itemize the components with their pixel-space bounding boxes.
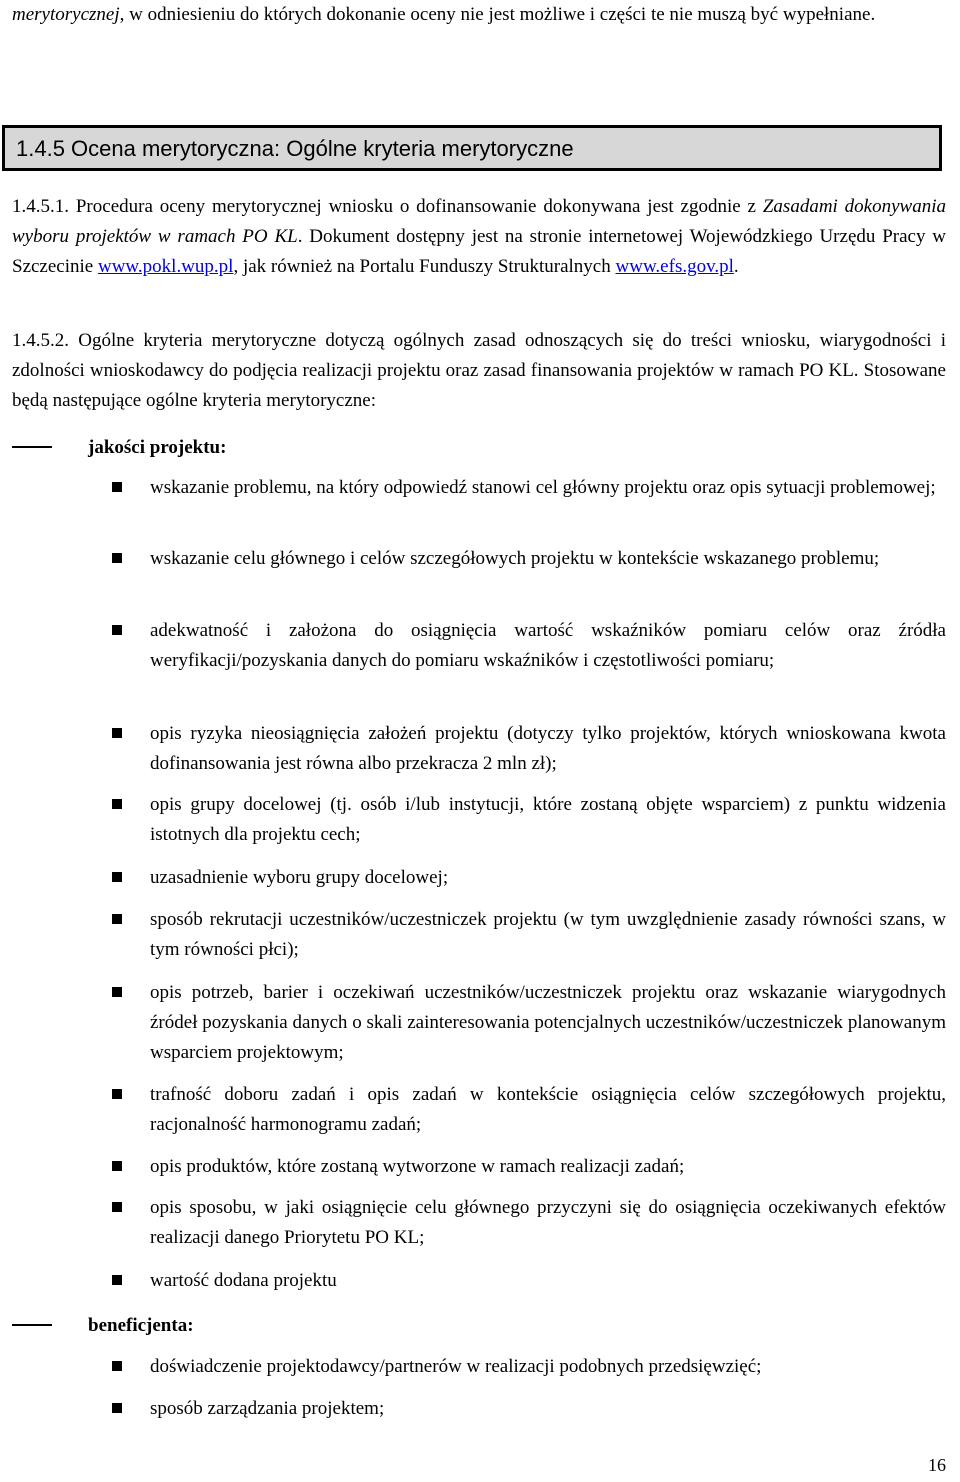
quality-item <box>150 1152 946 1182</box>
quality-item-text: sposób rekrutacji uczestników/uczestniczek projektu (w tym uwzględnienie zasady równości szans, w tym równości płci); <box>150 909 946 960</box>
quality-item-text: opis grupy docelowej (tj. osób i/lub instytucji, które zostaną objęte wsparciem) z punktu widzenia istotnych dla projektu cech; <box>150 794 946 845</box>
square-bullet-icon <box>112 1275 122 1285</box>
quality-item <box>150 978 946 1068</box>
section-quality <box>12 433 226 463</box>
intro-italic: merytorycznej <box>12 4 120 25</box>
quality-item-text: opis potrzeb, barier i oczekiwań uczestników/uczestniczek projektu oraz wskazanie wiarygodnych źródeł pozyskania danych o skali zainteresowania potencjalnych uczestników/uczestniczek planowanym wsparciem projektowym; <box>150 982 946 1063</box>
quality-item-text: wskazanie celu głównego i celów szczegółowych projektu w kontekście wskazanego problemu; <box>150 548 880 569</box>
efs-link[interactable]: www.efs.gov.pl <box>615 256 734 277</box>
quality-item <box>150 1193 946 1253</box>
square-bullet-icon <box>112 872 122 882</box>
intro-text: , w odniesieniu do których dokonanie oceny nie jest możliwe i części te nie muszą być wypełniane. <box>119 4 876 25</box>
quality-item <box>150 1266 946 1296</box>
quality-item-text: opis ryzyka nieosiągnięcia założeń projektu (dotyczy tylko projektów, których wnioskowana kwota dofinansowania jest równa albo przekracza 2 mln zł); <box>150 723 946 774</box>
page-number: 16 <box>928 1455 946 1475</box>
square-bullet-icon <box>112 799 122 809</box>
quality-item-text: wskazanie problemu, na który odpowiedź stanowi cel główny projektu oraz opis sytuacji problemowej; <box>150 477 936 498</box>
paragraph-text: . <box>733 256 739 277</box>
section-heading <box>2 125 942 171</box>
quality-item <box>150 790 946 850</box>
dash-marker <box>12 446 52 448</box>
square-bullet-icon <box>112 1361 122 1371</box>
quality-item <box>150 719 946 779</box>
square-bullet-icon <box>112 1202 122 1212</box>
section-beneficiary <box>12 1311 194 1341</box>
paragraph-text: Ogólne kryteria merytoryczne dotyczą ogólnych zasad odnoszących się do treści wniosku, wiarygodności i zdolności wnioskodawcy do podjęcia realizacji projektu oraz zasad finansowania projektów w ramach PO KL. Stosowane będą następujące ogólne kryteria merytoryczne: <box>12 330 946 411</box>
document-title-italic: Zasadami dokonywania wyboru projektów w ramach PO KL <box>12 196 947 247</box>
square-bullet-icon <box>112 482 122 492</box>
square-bullet-icon <box>112 987 122 997</box>
square-bullet-icon <box>112 914 122 924</box>
quality-item-text: trafność doboru zadań i opis zadań w kontekście osiągnięcia celów szczegółowych projektu, racjonalność harmonogramu zadań; <box>150 1084 946 1135</box>
intro-paragraph <box>12 0 946 30</box>
quality-item-text: adekwatność i założona do osiągnięcia wartość wskaźników pomiaru celów oraz źródła weryfikacji/pozyskania danych do pomiaru wskaźników i częstotliwości pomiaru; <box>150 620 946 671</box>
beneficiary-item-text: sposób zarządzania projektem; <box>150 1398 385 1419</box>
beneficiary-item <box>150 1352 946 1382</box>
quality-item-text: opis sposobu, w jaki osiągnięcie celu głównego przyczyni się do osiągnięcia oczekiwanych efektów realizacji danego Priorytetu PO KL; <box>150 1197 946 1248</box>
quality-item-text: uzasadnienie wyboru grupy docelowej; <box>150 867 449 888</box>
square-bullet-icon <box>112 553 122 563</box>
quality-item <box>150 863 946 893</box>
square-bullet-icon <box>112 1403 122 1413</box>
section-beneficiary-label: beneficjenta: <box>88 1315 194 1336</box>
quality-item <box>150 1080 946 1140</box>
paragraph-1-4-5-2 <box>12 326 946 416</box>
quality-item <box>150 544 946 574</box>
section-quality-label: jakości projektu: <box>88 437 227 458</box>
paragraph-text: . Dokument dostępny jest na stronie internetowej Wojewódzkiego Urzędu Pracy w Szczecinie <box>12 226 946 277</box>
square-bullet-icon <box>112 1161 122 1171</box>
quality-item <box>150 616 946 676</box>
square-bullet-icon <box>112 1089 122 1099</box>
quality-item <box>150 905 946 965</box>
beneficiary-item-text: doświadczenie projektodawcy/partnerów w realizacji podobnych przedsięwzięć; <box>150 1356 762 1377</box>
wup-link[interactable]: www.pokl.wup.pl <box>97 256 234 277</box>
quality-item <box>150 473 946 503</box>
dash-marker <box>12 1324 52 1326</box>
paragraph-number: 1.4.5.2. <box>12 330 69 351</box>
paragraph-number: 1.4.5.1. <box>12 196 69 217</box>
square-bullet-icon <box>112 625 122 635</box>
paragraph-text: , jak również na Portalu Funduszy Strukturalnych <box>233 256 616 277</box>
section-heading-text: 1.4.5 Ocena merytoryczna: Ogólne kryteria merytoryczne <box>16 136 574 161</box>
beneficiary-item <box>150 1394 946 1424</box>
paragraph-text: Procedura oceny merytorycznej wniosku o dofinansowanie dokonywana jest zgodnie z <box>69 196 763 217</box>
square-bullet-icon <box>112 728 122 738</box>
quality-item-text: wartość dodana projektu <box>150 1270 337 1291</box>
quality-item-text: opis produktów, które zostaną wytworzone w ramach realizacji zadań; <box>150 1156 685 1177</box>
paragraph-1-4-5-1 <box>12 192 946 282</box>
